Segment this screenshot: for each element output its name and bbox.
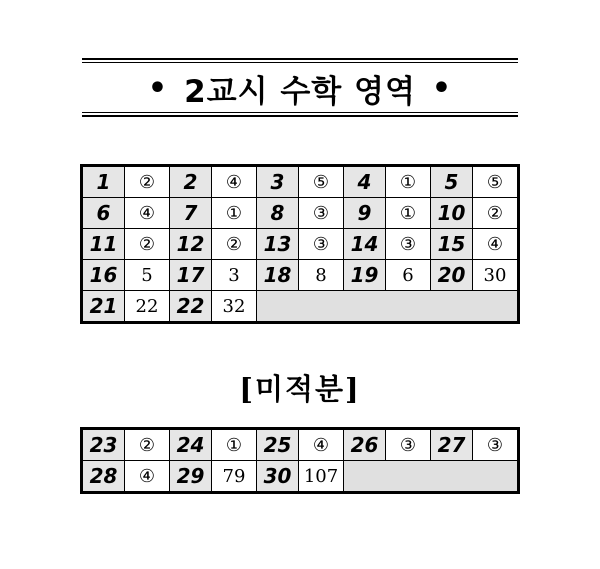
- answer-value: ②: [125, 166, 170, 198]
- question-number: 26: [344, 429, 386, 461]
- answer-value: 3: [212, 260, 257, 291]
- title-right-bullet: •: [431, 70, 453, 106]
- answer-row: [82, 198, 519, 229]
- question-number: 19: [344, 260, 386, 291]
- empty-cell: [257, 291, 519, 323]
- answer-value: ①: [212, 429, 257, 461]
- answer-row: [82, 260, 519, 291]
- answer-row: [82, 461, 519, 493]
- question-number: 6: [82, 198, 125, 229]
- question-number: 10: [431, 198, 473, 229]
- answer-row: [82, 166, 519, 198]
- answer-value: ③: [386, 429, 431, 461]
- common-answer-table: [80, 164, 520, 324]
- empty-cell: [344, 461, 519, 493]
- question-number: 20: [431, 260, 473, 291]
- answer-row: [82, 229, 519, 260]
- elective-heading: [미적분]: [239, 372, 361, 406]
- question-number: 22: [170, 291, 212, 323]
- question-number: 29: [170, 461, 212, 493]
- answer-value: ③: [386, 229, 431, 260]
- answer-value: ①: [212, 198, 257, 229]
- answer-value: ④: [125, 461, 170, 493]
- answer-value: ②: [125, 229, 170, 260]
- title-bottom-rule-thin: [82, 112, 518, 113]
- question-number: 17: [170, 260, 212, 291]
- answer-row: [82, 429, 519, 461]
- question-number: 28: [82, 461, 125, 493]
- question-number: 7: [170, 198, 212, 229]
- answer-value: ②: [212, 229, 257, 260]
- question-number: 23: [82, 429, 125, 461]
- answer-value: ①: [386, 198, 431, 229]
- answer-value: 5: [125, 260, 170, 291]
- answer-value: ④: [299, 429, 344, 461]
- question-number: 11: [82, 229, 125, 260]
- question-number: 16: [82, 260, 125, 291]
- title-block: [82, 58, 518, 118]
- title-top-rule-thin: [82, 62, 518, 63]
- question-number: 8: [257, 198, 299, 229]
- answer-value: ⑤: [473, 166, 519, 198]
- question-number: 21: [82, 291, 125, 323]
- answer-value: ⑤: [299, 166, 344, 198]
- answer-value: ③: [473, 429, 519, 461]
- question-number: 1: [82, 166, 125, 198]
- answer-value: 32: [212, 291, 257, 323]
- title-label: 2교시 수학 영역: [184, 73, 416, 110]
- answer-value: ②: [473, 198, 519, 229]
- answer-value: 6: [386, 260, 431, 291]
- question-number: 30: [257, 461, 299, 493]
- answer-value: ③: [299, 229, 344, 260]
- question-number: 24: [170, 429, 212, 461]
- answer-value: 30: [473, 260, 519, 291]
- question-number: 3: [257, 166, 299, 198]
- title-top-rule-thick: [82, 58, 518, 60]
- question-number: 14: [344, 229, 386, 260]
- title-bottom-rule-thick: [82, 115, 518, 117]
- page-title: [82, 68, 518, 108]
- elective-answer-table: [80, 427, 520, 494]
- answer-value: ①: [386, 166, 431, 198]
- question-number: 5: [431, 166, 473, 198]
- answer-value: 107: [299, 461, 344, 493]
- question-number: 2: [170, 166, 212, 198]
- question-number: 15: [431, 229, 473, 260]
- question-number: 9: [344, 198, 386, 229]
- answer-value: ④: [125, 198, 170, 229]
- question-number: 13: [257, 229, 299, 260]
- answer-value: ③: [299, 198, 344, 229]
- answer-value: 8: [299, 260, 344, 291]
- question-number: 12: [170, 229, 212, 260]
- title-left-bullet: •: [147, 70, 169, 106]
- question-number: 25: [257, 429, 299, 461]
- question-number: 18: [257, 260, 299, 291]
- answer-value: ②: [125, 429, 170, 461]
- answer-value: ④: [212, 166, 257, 198]
- answer-value: 22: [125, 291, 170, 323]
- question-number: 4: [344, 166, 386, 198]
- answer-row: [82, 291, 519, 323]
- answer-value: ④: [473, 229, 519, 260]
- question-number: 27: [431, 429, 473, 461]
- answer-value: 79: [212, 461, 257, 493]
